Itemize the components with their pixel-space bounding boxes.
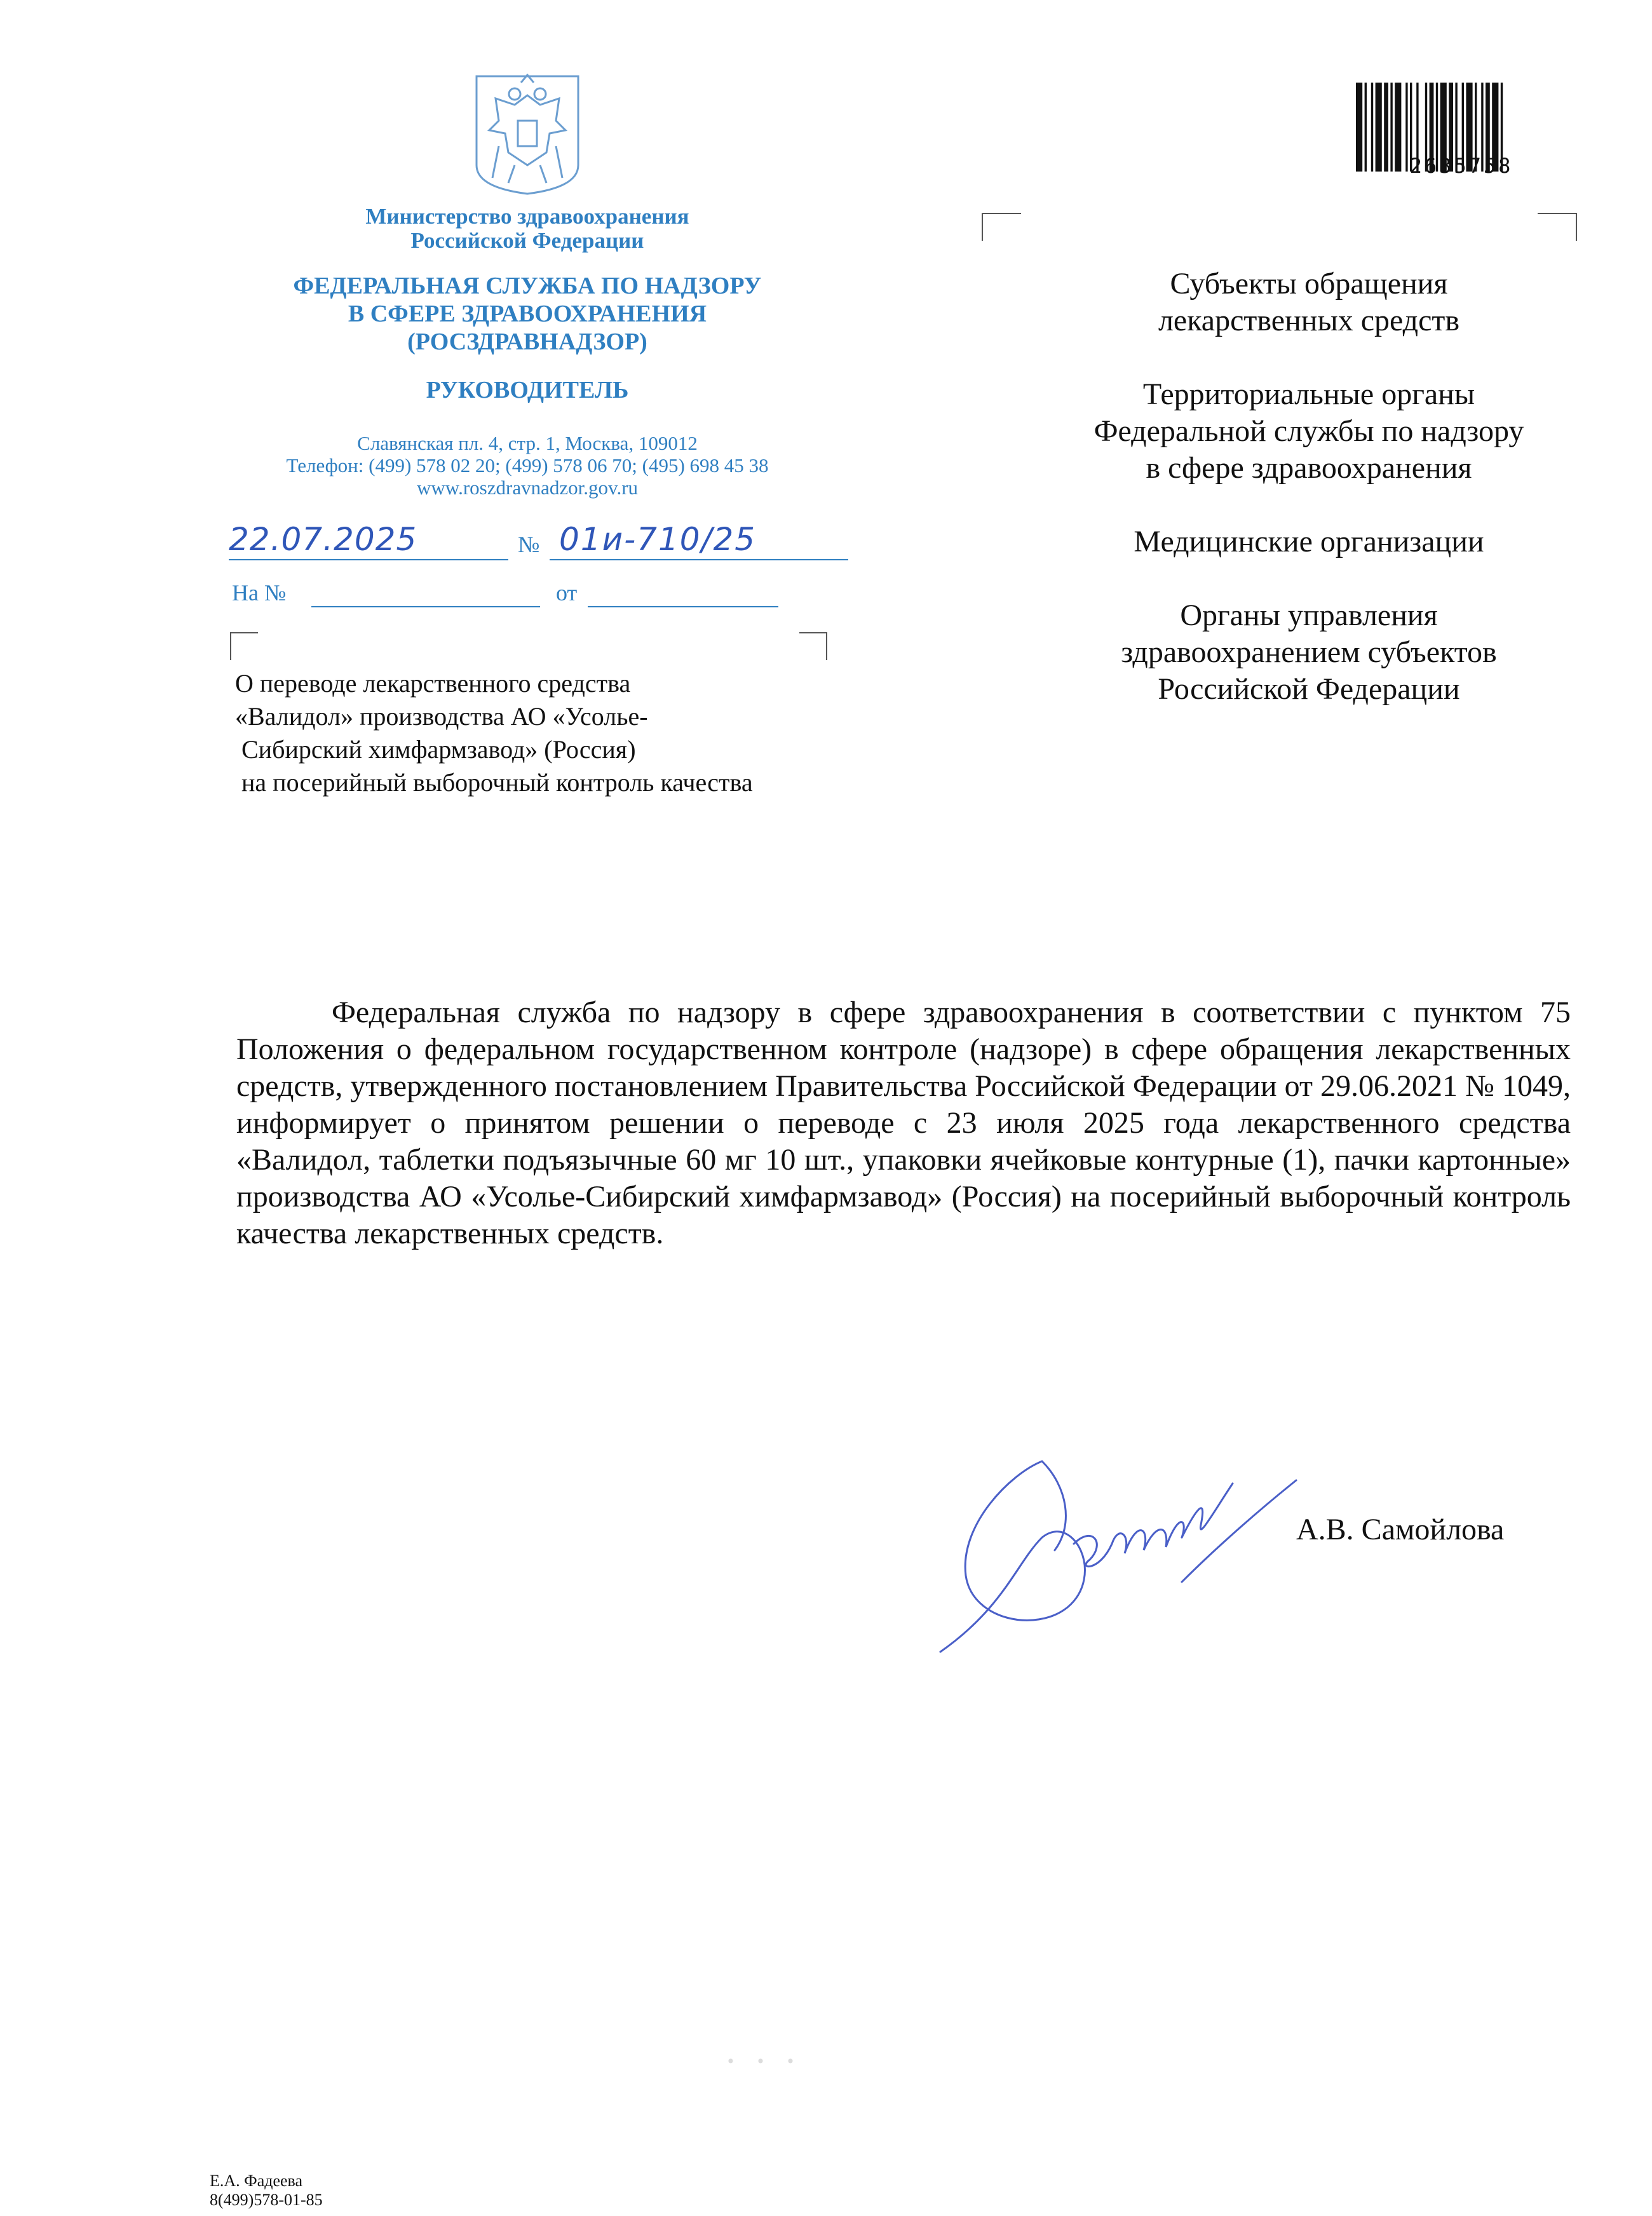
letter-subject: [235, 667, 947, 799]
addressee-2-line-2: Федеральной службы по надзору: [1093, 414, 1524, 448]
service-line-1: ФЕДЕРАЛЬНАЯ СЛУЖБА ПО НАДЗОРУ: [293, 273, 762, 299]
subject-line-4: на посерийный выборочный контроль качества: [241, 768, 753, 797]
service-line-2: В СФЕРЕ ЗДРАВООХРАНЕНИЯ: [348, 301, 707, 327]
postal-address: Славянская пл. 4, стр. 1, Москва, 109012: [357, 432, 698, 454]
addressee-1-line-2: лекарственных средств: [1158, 304, 1460, 337]
handwritten-signature: [915, 1417, 1309, 1658]
addressee-1-line-1: Субъекты обращения: [1170, 267, 1448, 301]
number-sign: №: [518, 532, 540, 557]
number-underline: [550, 559, 848, 560]
body-paragraph: Федеральная служба по надзору в сфере здравоохранения в соответствии с пунктом 75 Положения о федеральном государственном контроле (надзоре) в сфере обращения лекарственных средств, утвержденного постановлением Правительства Российской Федерации от 29.06.2021 № 1049, информирует о принятом решении о переводе с 23 июля 2025 года лекарственного средства «Валидол, таблетки подъязычные 60 мг 10 шт., упаковки ячейковые контурные (1), пачки картонные» производства АО «Усолье-Сибирский химфармзавод» (Россия) на посерийный выборочный контроль качества лекарственных средств.: [236, 996, 1571, 1250]
addressee-list: [991, 266, 1627, 745]
executor-phone: 8(499)578-01-85: [210, 2191, 323, 2209]
date-underline: [229, 559, 508, 560]
subject-line-3: Сибирский химфармзавод» (Россия): [241, 735, 636, 764]
subject-corner-top-right: [799, 632, 827, 660]
addressee-4: [991, 597, 1627, 708]
subject-line-2: «Валидол» производства АО «Усолье-: [235, 702, 648, 731]
addressee-corner-top-left: [982, 213, 1021, 241]
reference-line: [232, 579, 867, 611]
signer-name: А.В. Самойлова: [1296, 1513, 1505, 1546]
addressee-corner-top-right: [1538, 213, 1577, 241]
service-name: [178, 272, 877, 356]
ministry-line-2: Российской Федерации: [410, 228, 644, 253]
addressee-2-line-1: Территориальные органы: [1142, 377, 1475, 411]
ministry-line-1: Министерство здравоохранения: [365, 204, 689, 229]
subject-line-1: О переводе лекарственного средства: [235, 669, 631, 698]
addressee-4-line-1: Органы управления: [1180, 598, 1438, 632]
subject-corner-top-left: [230, 632, 258, 660]
addressee-2-line-3: в сфере здравоохранения: [1146, 451, 1472, 485]
addressee-4-line-2: здравоохранением субъектов: [1121, 635, 1497, 669]
ref-date-blank: [588, 606, 778, 607]
addressee-3-line-1: Медицинские организации: [1134, 525, 1484, 558]
executor-info: [210, 2172, 323, 2210]
website-link[interactable]: www.roszdravnadzor.gov.ru: [416, 476, 639, 499]
head-title: РУКОВОДИТЕЛЬ: [426, 377, 629, 403]
addressee-3: [991, 524, 1627, 560]
ref-number-blank: [311, 606, 540, 607]
ref-from-label: от: [556, 580, 578, 605]
registration-number: 01и-710/25: [559, 521, 757, 558]
ministry-name: [241, 205, 813, 253]
executor-name: Е.А. Фадеева: [210, 2172, 303, 2190]
phone-numbers: Телефон: (499) 578 02 20; (499) 578 06 70; (495) 698 45 38: [286, 454, 769, 476]
addressee-1: [991, 266, 1627, 339]
addressee-2: [991, 376, 1627, 487]
barcode-number: 2635758: [1409, 154, 1513, 178]
addressee-4-line-3: Российской Федерации: [1158, 672, 1460, 706]
registration-date: 22.07.2025: [229, 521, 417, 558]
ref-number-label: На №: [232, 580, 287, 605]
service-line-3: (РОСЗДРАВНАДЗОР): [407, 328, 647, 355]
coat-of-arms-emblem: [470, 70, 585, 197]
bleed-through-marks: · · ·: [724, 2040, 801, 2082]
registration-line: [229, 521, 864, 565]
contact-block: [191, 432, 864, 499]
